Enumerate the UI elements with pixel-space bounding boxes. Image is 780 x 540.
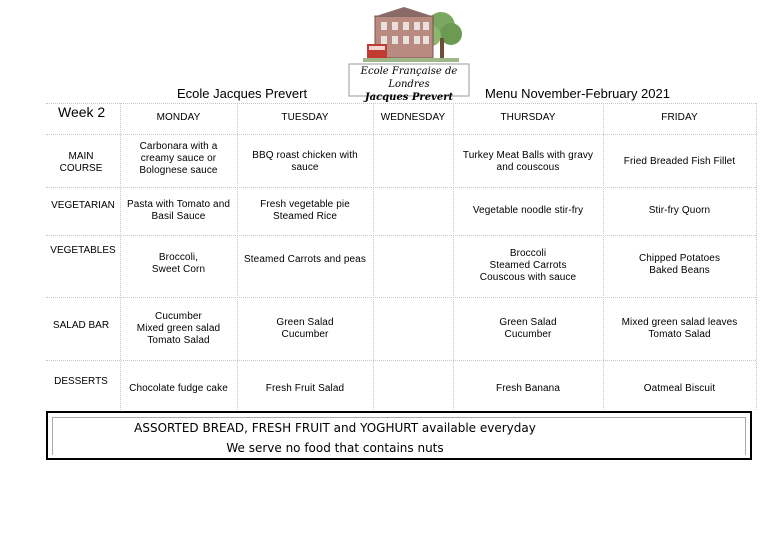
footer-line-bread-fruit-yoghurt: ASSORTED BREAD, FRESH FRUIT and YOGHURT available everyday <box>134 421 536 435</box>
menu-cell: Chipped Potatoes Baked Beans <box>638 253 721 276</box>
day-header-thursday: THURSDAY <box>500 112 556 123</box>
menu-cell: Green Salad Cucumber <box>276 317 334 340</box>
menu-cell: Broccoli, Sweet Corn <box>151 252 206 275</box>
day-header-monday: MONDAY <box>156 112 201 123</box>
day-header-friday: FRIDAY <box>661 112 698 123</box>
footer-notice <box>46 411 752 460</box>
menu-cell <box>373 189 453 233</box>
menu-cell: Steamed Carrots and peas <box>244 254 366 265</box>
school-logo <box>345 4 473 103</box>
logo-text-line1: Ecole Française de Londres <box>360 66 458 90</box>
menu-cell <box>373 300 453 358</box>
menu-cell <box>373 380 453 398</box>
menu-cell <box>373 237 453 295</box>
menu-cell: Fresh vegetable pie Steamed Rice <box>260 199 350 222</box>
menu-cell: Cucumber Mixed green salad Tomato Salad <box>136 311 221 346</box>
menu-cell: Green Salad Cucumber <box>499 317 557 340</box>
menu-cell: Fried Breaded Fish Fillet <box>623 156 736 167</box>
row-label-salad-bar: SALAD BAR <box>52 320 110 331</box>
menu-cell: Pasta with Tomato and Basil Sauce <box>126 199 231 222</box>
logo-text-line2: Jacques Prevert <box>364 92 454 103</box>
row-label-desserts: DESSERTS <box>54 376 108 387</box>
menu-cell: Broccoli Steamed Carrots Couscous with sauce <box>479 248 577 283</box>
menu-cell: Fresh Fruit Salad <box>265 383 345 394</box>
menu-cell: Turkey Meat Balls with gravy and couscous <box>462 150 594 173</box>
week-label: Week 2 <box>58 104 106 120</box>
row-label-vegetables: VEGETABLES <box>50 245 116 256</box>
menu-cell: Carbonara with a creamy sauce or Bolognese sauce <box>139 141 218 176</box>
school-title: Ecole Jacques Prevert <box>177 86 308 101</box>
day-header-wednesday: WEDNESDAY <box>380 112 446 123</box>
menu-cell: BBQ roast chicken with sauce <box>252 150 358 173</box>
row-label-vegetarian: VEGETARIAN <box>51 200 115 211</box>
menu-cell: Stir-fry Quorn <box>648 205 711 216</box>
footer-line-no-nuts: We serve no food that contains nuts <box>226 441 444 455</box>
day-header-tuesday: TUESDAY <box>281 112 329 123</box>
menu-cell: Fresh Banana <box>495 383 561 394</box>
menu-cell: Mixed green salad leaves Tomato Salad <box>621 317 738 340</box>
menu-cell: Oatmeal Biscuit <box>643 383 716 394</box>
menu-cell <box>373 136 453 188</box>
row-label-main-course: MAIN COURSE <box>59 151 103 174</box>
menu-cell: Chocolate fudge cake <box>129 383 228 394</box>
menu-cell: Vegetable noodle stir-fry <box>472 205 584 216</box>
menu-title: Menu November-February 2021 <box>485 86 670 101</box>
